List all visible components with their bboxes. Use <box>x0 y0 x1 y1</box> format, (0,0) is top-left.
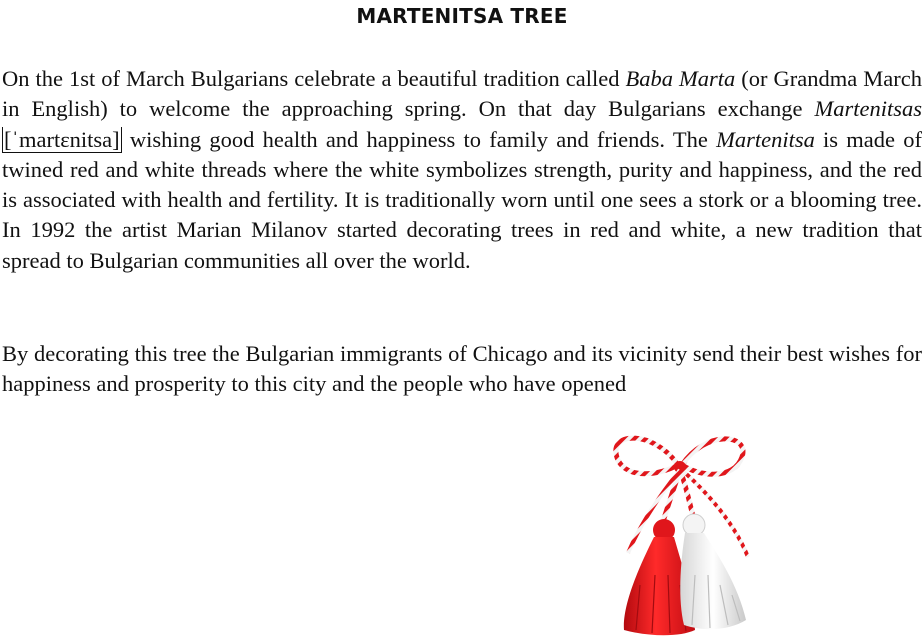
page-title: MARTENITSA TREE <box>356 4 568 28</box>
pronunciation-link[interactable]: [ˈmartɛnitsa] <box>4 126 120 152</box>
italic-term-martenitsas: Martenitsas <box>814 96 922 122</box>
italic-term-baba-marta: Baba Marta <box>625 66 736 91</box>
text-segment: is made of twined red and white threads where the white symbolizes strength, purity and happiness, and the red is associated with health and fertility. It is traditionally worn until one sees a stork or a blooming tree. In 1992 the artist Marian Milanov started decorating trees in red and white, a new tradition that spread to Bulgarian communities all over the world. <box>2 126 922 273</box>
paragraph-intro <box>2 64 922 276</box>
text-segment: On the 1st of March Bulgarians celebrate a beautiful tradition called <box>2 66 626 91</box>
martenitsa-illustration <box>600 425 770 640</box>
paragraph-dedication: By decorating this tree the Bulgarian immigrants of Chicago and its vicinity send their best wishes for happiness and prosperity to this city and the people who have opened <box>2 341 922 397</box>
italic-term-martenitsa: Martenitsa <box>716 126 815 152</box>
text-segment: (or Grandma March in English) to welcome the approaching spring. On that day Bulgarians exchange <box>2 66 922 122</box>
text-segment: wishing good health and happiness to family and friends. The <box>121 126 717 152</box>
